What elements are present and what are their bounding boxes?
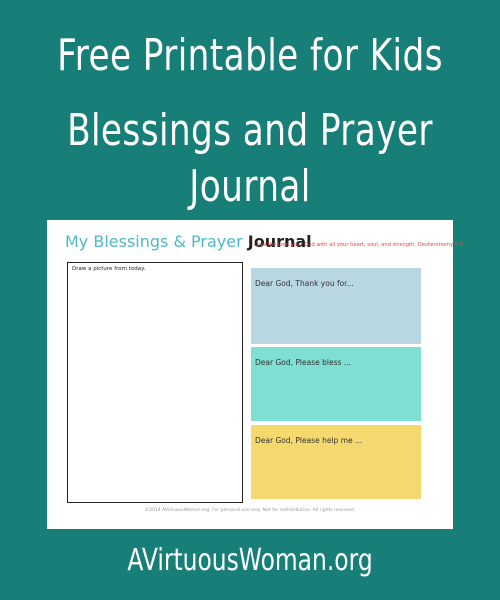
journal-sheet-preview: [47, 220, 464, 529]
please-bless-panel: [251, 347, 421, 421]
sheet-title-colored: My Blessings & Prayer: [65, 232, 243, 251]
site-url: AVirtuousWoman.org: [127, 543, 373, 578]
scripture-verse: Love the Lord your God with all your heart, soul, and strength. Deuteronomy 6:5: [254, 242, 464, 248]
thank-you-panel: [251, 268, 421, 344]
thank-you-label: Dear God, Thank you for...: [255, 279, 354, 288]
please-help-label: Dear God, Please help me ...: [255, 436, 363, 445]
sheet-title-dark: Journal: [247, 232, 312, 251]
please-bless-label: Dear God, Please bless ...: [255, 358, 351, 367]
headline-line-2: Blessings and Prayer Journal: [67, 105, 433, 212]
please-help-panel: [251, 425, 421, 499]
drawing-box: [67, 262, 243, 503]
headline-line-1: Free Printable for Kids: [57, 30, 443, 81]
drawing-box-label: Draw a picture from today.: [72, 266, 146, 272]
copyright-notice: ©2014 AVirtuousWoman.org. For personal use only. Not for redistribution. All rights reserved.: [144, 508, 356, 513]
